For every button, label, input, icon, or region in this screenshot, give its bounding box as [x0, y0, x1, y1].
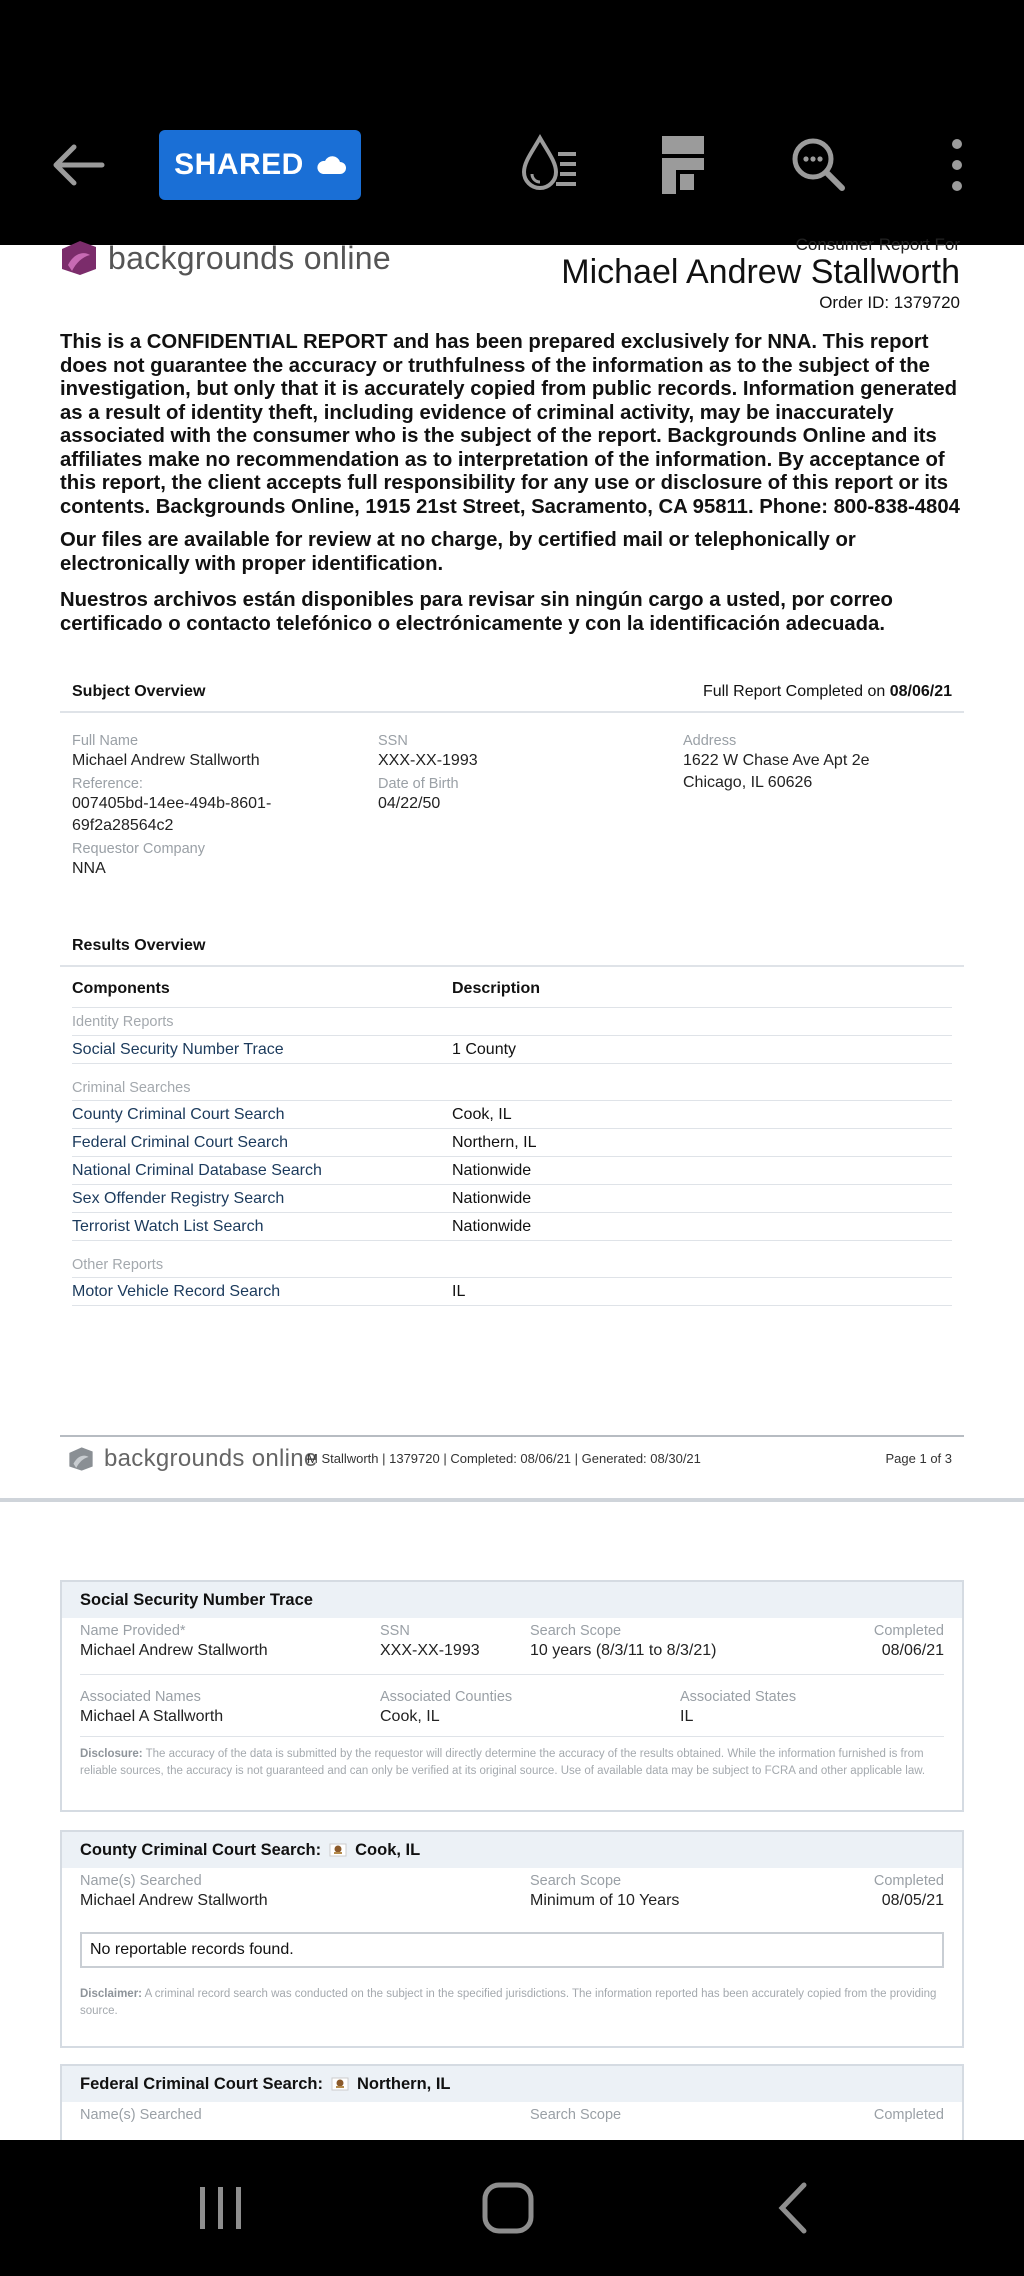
backgrounds-online-logo	[60, 239, 98, 277]
ssn-trace-name: Name Provided* Michael Andrew Stallworth	[80, 1623, 268, 1659]
table-row[interactable]: National Criminal Database Search Nationwide	[72, 1157, 952, 1185]
table-row[interactable]: Terrorist Watch List Search Nationwide	[72, 1213, 952, 1241]
table-row[interactable]: County Criminal Court Search Cook, IL	[72, 1101, 952, 1129]
ssn-trace-title: Social Security Number Trace	[62, 1582, 962, 1618]
reference-value-line1: 007405bd-14ee-494b-8601-	[72, 795, 272, 812]
group-criminal-searches: Criminal Searches	[72, 1064, 952, 1101]
cloud-icon	[316, 155, 346, 175]
spanish-notice: Nuestros archivos están disponibles para revisar sin ningún cargo a usted, por correo certificado o contacto telefónico o electrónicamente y con la identificación adecuada.	[60, 589, 893, 635]
document-page-2	[0, 1502, 1024, 2142]
subject-overview-title: Subject Overview	[72, 683, 206, 700]
subject-col-3	[683, 732, 963, 794]
dob-value: 04/22/50	[378, 795, 441, 812]
top-app-bar	[0, 0, 1024, 245]
ssn-label: SSN	[378, 733, 408, 749]
back-arrow-icon[interactable]	[44, 135, 114, 195]
footer-brand-name: backgrounds online	[104, 1445, 318, 1472]
federal-search-card	[60, 2064, 964, 2142]
shared-button[interactable]	[159, 130, 361, 200]
confidential-notice: This is a CONFIDENTIAL REPORT and has been prepared exclusively for NNA. This report does not guarantee the accuracy or truthfulness of the information as to the subject of the investigation, but only that it is accurately copied from public records. Information generated as a result of identity theft, including evidence of criminal activity, may be inaccurately associated with the consumer who is the subject of the report. Backgrounds Online and its affiliates make no recommendation as to interpretation of the information. By acceptance of this report, the client accepts full responsibility for any use or disclosure of this report or its contents. Backgrounds Online, 1915 21st Street, Sacramento, CA 95811. Phone: 800-838-4804	[60, 331, 960, 518]
report-completed: Full Report Completed on 08/06/21	[702, 683, 952, 700]
table-row[interactable]: Social Security Number Trace 1 County	[72, 1036, 952, 1064]
brand-name: backgrounds online	[108, 239, 391, 276]
subject-col-1	[72, 732, 372, 880]
county-search-completed: Completed 08/05/21	[873, 1873, 944, 1909]
subject-col-2	[378, 732, 658, 815]
files-available-notice: Our files are available for review at no charge, by certified mail or telephonically or electronically with proper identification.	[60, 529, 856, 575]
page-number: Page 1 of 3	[885, 1451, 952, 1466]
recent-apps-icon[interactable]	[186, 2175, 256, 2241]
county-search-card	[60, 1830, 964, 2048]
results-overview-title: Results Overview	[72, 937, 206, 954]
group-identity-reports: Identity Reports	[72, 1008, 952, 1036]
ssn-trace-completed: Completed 08/06/21	[873, 1623, 944, 1659]
federal-search-title: Federal Criminal Court Search: Northern, IL	[62, 2066, 962, 2102]
document-layout-icon[interactable]	[646, 128, 720, 202]
back-nav-icon[interactable]	[760, 2175, 830, 2241]
consumer-report-for: Consumer Report For	[795, 235, 960, 254]
address-label: Address	[683, 733, 737, 749]
footer-meta: M Stallworth | 1379720 | Completed: 08/06/21 | Generated: 08/30/21	[307, 1451, 701, 1466]
ssn-value: XXX-XX-1993	[378, 752, 478, 769]
page-footer	[60, 1435, 964, 1479]
county-search-title: County Criminal Court Search: Cook, IL	[62, 1832, 962, 1868]
county-search-scope: Search Scope Minimum of 10 Years	[530, 1873, 680, 1909]
col-description: Description	[452, 980, 541, 997]
footer-logo	[68, 1446, 94, 1472]
ssn-trace-scope: Search Scope 10 years (8/3/11 to 8/3/21)	[530, 1623, 717, 1659]
county-search-names: Name(s) Searched Michael Andrew Stallworth	[80, 1873, 268, 1909]
dob-label: Date of Birth	[378, 776, 459, 792]
federal-search-scope: Search Scope	[530, 2107, 622, 2123]
federal-search-names: Name(s) Searched	[80, 2107, 202, 2123]
group-other-reports: Other Reports	[72, 1241, 952, 1278]
reference-label: Reference:	[72, 776, 143, 792]
system-nav-bar	[0, 2140, 1024, 2276]
illinois-flag-icon	[331, 2075, 349, 2093]
table-row[interactable]: Motor Vehicle Record Search IL	[72, 1278, 952, 1306]
ink-drop-icon[interactable]	[510, 128, 584, 202]
ssn-trace-assoc-states: Associated States IL	[680, 1689, 797, 1725]
federal-search-completed: Completed	[873, 2107, 944, 2123]
illinois-flag-icon	[329, 1841, 347, 1859]
requestor-label: Requestor Company	[72, 841, 205, 857]
county-search-disclaimer: Disclaimer: A criminal record search was conducted on the subject in the specified jurisdictions. The information reported has been accurately copied from the providing source.	[80, 1988, 937, 2017]
results-overview-header	[60, 937, 964, 967]
full-name-label: Full Name	[72, 733, 139, 749]
table-row[interactable]: Sex Offender Registry Search Nationwide	[72, 1185, 952, 1213]
col-components: Components	[72, 980, 170, 997]
ssn-trace-assoc-names: Associated Names Michael A Stallworth	[80, 1689, 224, 1725]
shared-label: SHARED	[174, 148, 304, 181]
reference-value-line2: 69f2a28564c2	[72, 817, 174, 834]
results-table-header	[72, 980, 952, 1008]
table-row[interactable]: Federal Criminal Court Search Northern, IL	[72, 1129, 952, 1157]
results-table	[72, 980, 952, 1306]
subject-overview-header	[60, 683, 964, 713]
address-line-2: Chicago, IL 60626	[683, 774, 813, 791]
order-id: Order ID: 1379720	[819, 293, 960, 312]
subject-name-title: Michael Andrew Stallworth	[561, 253, 960, 291]
ssn-trace-assoc-counties: Associated Counties Cook, IL	[380, 1689, 513, 1725]
ssn-trace-ssn: SSN XXX-XX-1993	[380, 1623, 480, 1659]
full-name-value: Michael Andrew Stallworth	[72, 752, 260, 769]
document-page-1	[0, 235, 1024, 1500]
brand-header	[60, 239, 391, 277]
search-icon[interactable]	[782, 128, 856, 202]
ssn-trace-card	[60, 1580, 964, 1812]
footer-brand	[68, 1445, 318, 1473]
no-records-box: No reportable records found.	[80, 1932, 944, 1968]
ssn-trace-disclosure: Disclosure: The accuracy of the data is submitted by the requestor will directly determine the accuracy of the results obtained. While the information furnished is from reliable sources, the accuracy is not guaranteed and can only be verified at its original source. Use of available data may be subject to FCRA and other applicable law.	[80, 1748, 926, 1777]
more-vertical-icon[interactable]	[920, 128, 994, 202]
requestor-value: NNA	[72, 860, 106, 877]
home-icon[interactable]	[473, 2175, 543, 2241]
address-line-1: 1622 W Chase Ave Apt 2e	[683, 752, 870, 769]
